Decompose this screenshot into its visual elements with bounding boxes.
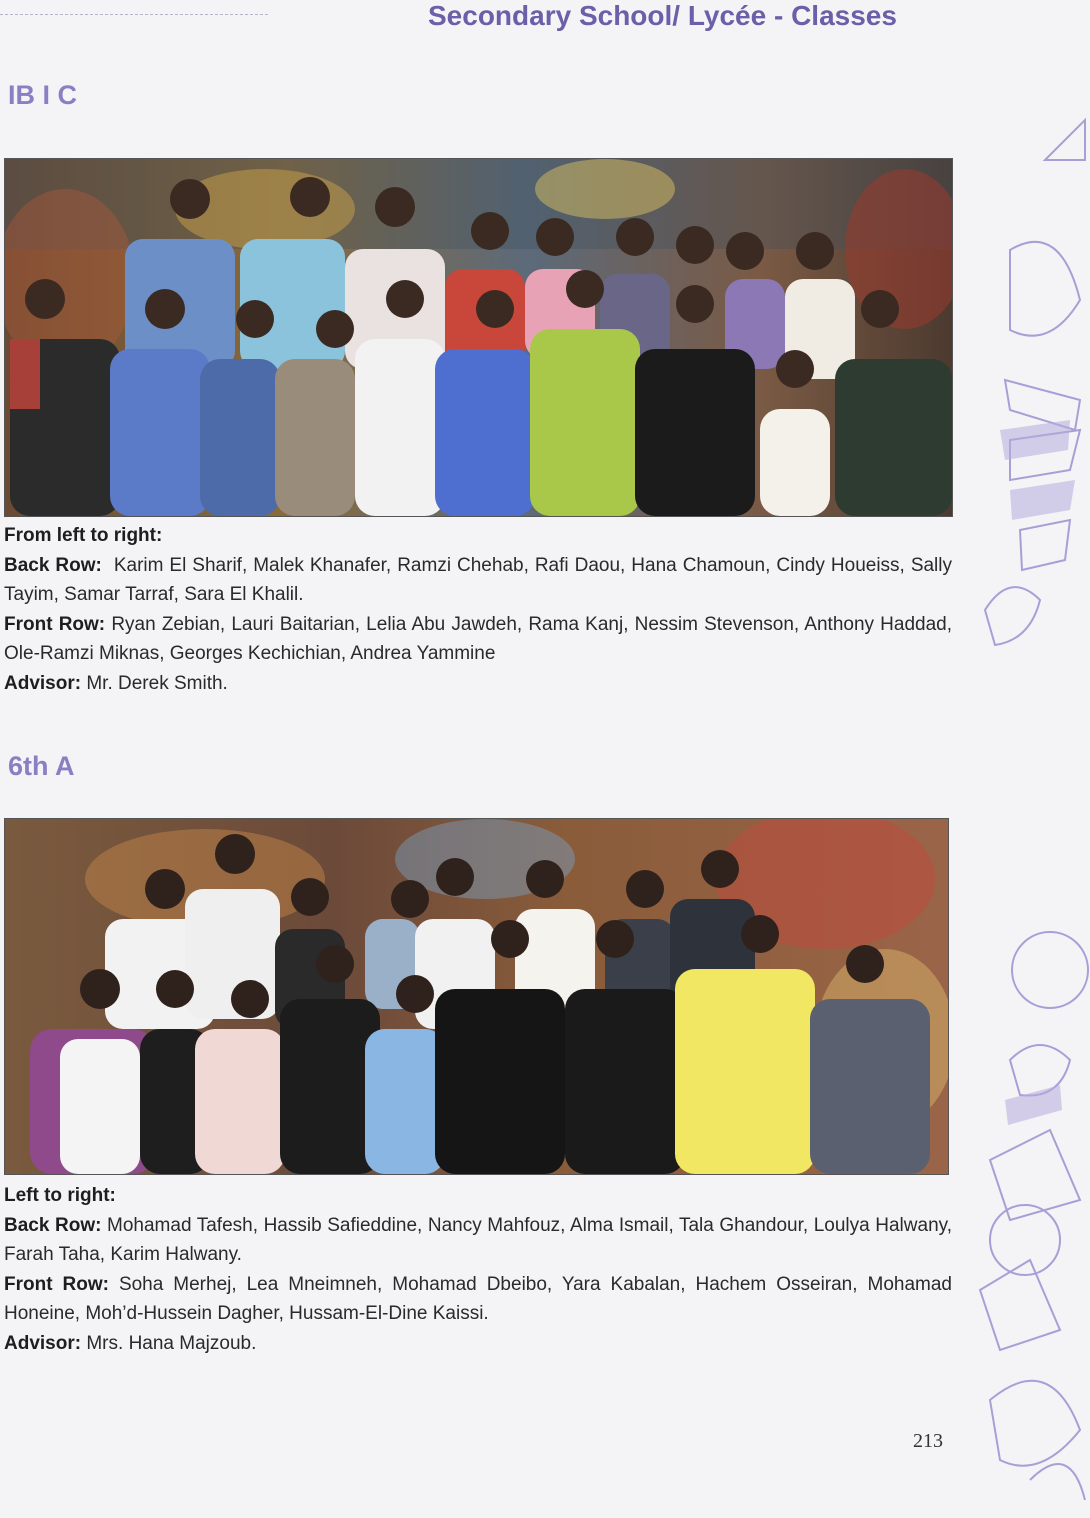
- caption-6th-a: [4, 1181, 952, 1358]
- advisor-label: Advisor:: [4, 672, 82, 694]
- caption-ib1c: [4, 521, 952, 698]
- advisor-name: Mr. Derek Smith.: [86, 672, 228, 694]
- back-row-names: Mohamad Tafesh, Hassib Safieddine, Nancy Mahfouz, Alma Ismail, Tala Ghandour, Loulya Halwany, Farah Taha, Karim Halwany.: [4, 1214, 953, 1265]
- back-row-names: Karim El Sharif, Malek Khanafer, Ramzi Chehab, Rafi Daou, Hana Chamoun, Cindy Houeiss, Sally Tayim, Samar Tarraf, Sara El Khalil.: [4, 554, 953, 605]
- section-title-6th-a: 6th A: [8, 751, 75, 781]
- front-row-label: Front Row:: [4, 1273, 109, 1295]
- section-title-ib1c: IB I C: [8, 80, 78, 110]
- header-dashed-rule: [0, 14, 268, 15]
- back-row-label: Back Row:: [4, 554, 102, 576]
- class-photo-ib1c: [4, 158, 953, 517]
- advisor-name: Mrs. Hana Majzoub.: [86, 1332, 257, 1354]
- caption-heading: Left to right:: [4, 1185, 116, 1206]
- page-header-title: Secondary School/ Lycée - Classes: [428, 0, 897, 31]
- caption-heading: From left to right:: [4, 525, 163, 546]
- front-row-names: Ryan Zebian, Lauri Baitarian, Lelia Abu Jawdeh, Rama Kanj, Nessim Stevenson, Anthony Haddad, Ole-Ramzi Miknas, Georges Kechichian, Andrea Yammine: [4, 613, 953, 664]
- front-row-label: Front Row:: [4, 613, 106, 635]
- advisor-label: Advisor:: [4, 1332, 82, 1354]
- decorative-letters: [950, 100, 1090, 1518]
- front-row-names: Soha Merhej, Lea Mneimneh, Mohamad Dbeibo, Yara Kabalan, Hachem Osseiran, Mohamad Honeine, Moh’d-Hussein Dagher, Hussam-El-Dine Kaissi.: [4, 1273, 952, 1324]
- page-number: 213: [913, 1430, 943, 1452]
- back-row-label: Back Row:: [4, 1214, 102, 1236]
- class-photo-6th-a: [4, 818, 949, 1175]
